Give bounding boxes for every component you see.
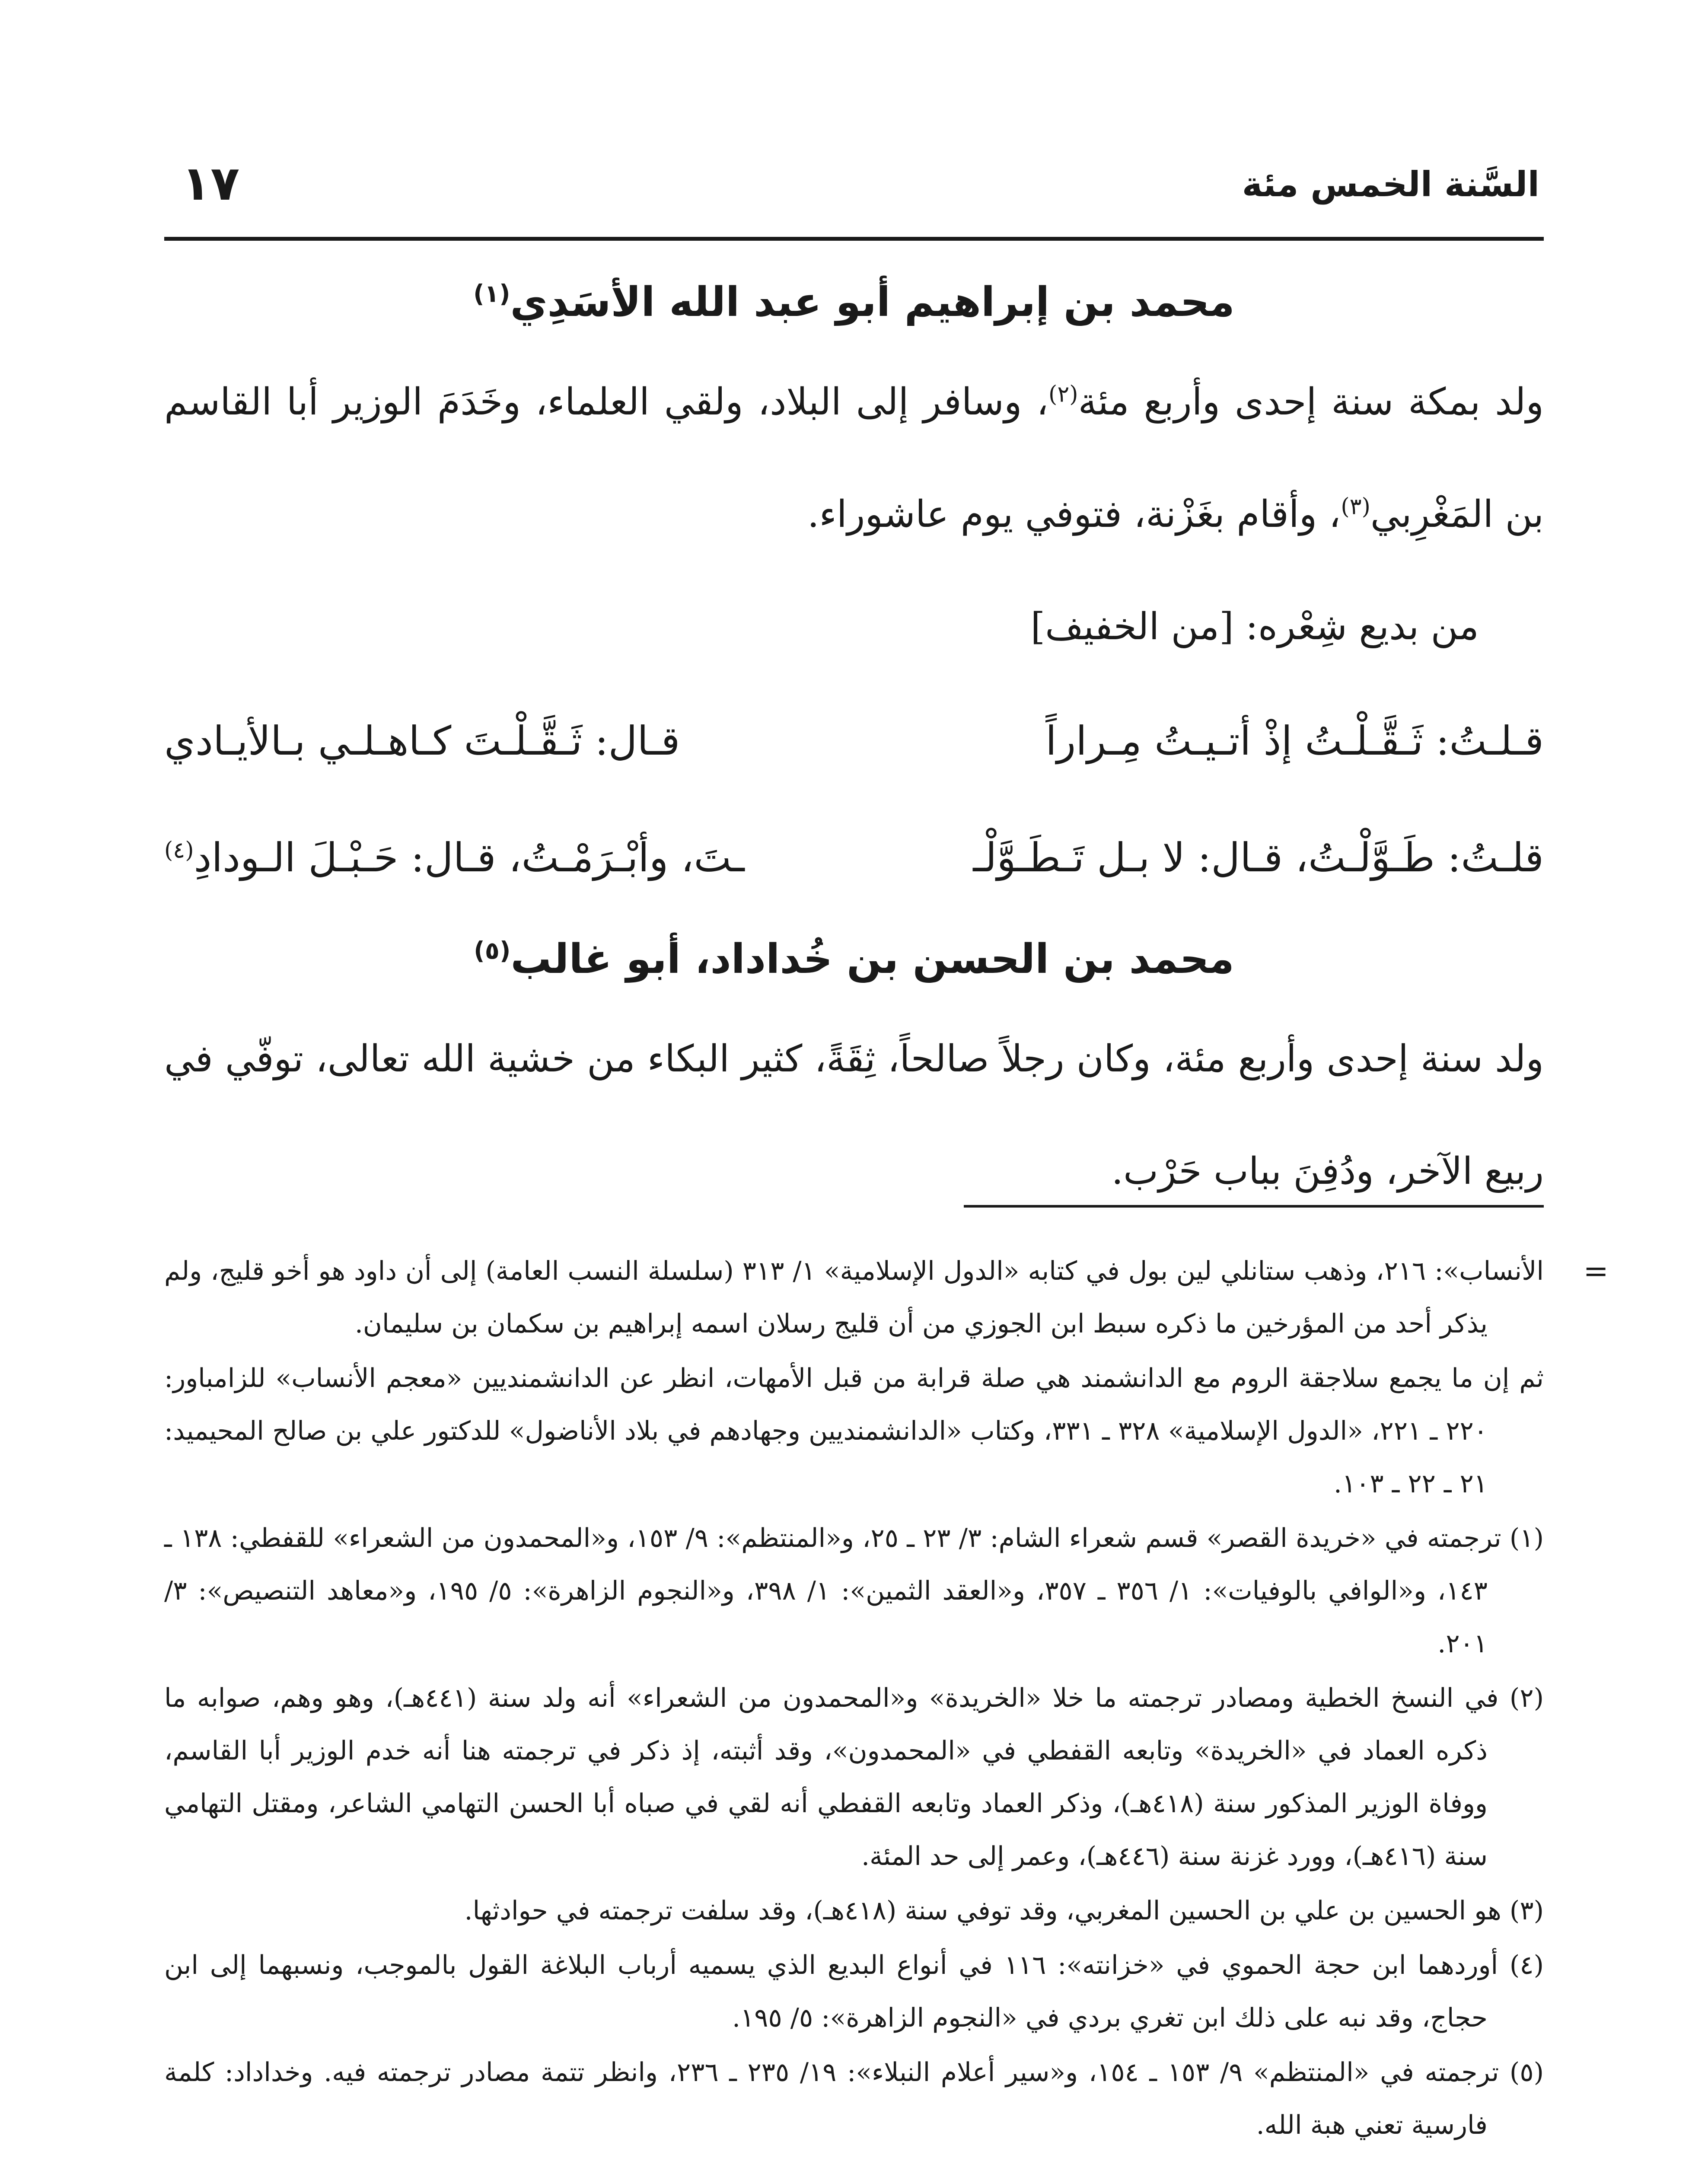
running-title: السَّنة الخمس مئة: [1242, 164, 1539, 204]
entry-paragraph: ولد سنة إحدى وأربع مئة، وكان رجلاً صالحاً، ثِقَةً، كثير البكاء من خشية الله تعالى، توفّي في ربيع الآخر، ودُفِنَ بباب حَرْب.: [164, 1037, 1544, 1193]
footnote-2: (٢) في النسخ الخطية ومصادر ترجمته ما خلا «الخريدة» و«المحمدون من الشعراء» أنه ولد سنة (٤٤١هـ)، وهو وهم، صوابه ما ذكره العماد في «الخريدة» وتابعه القفطي في «المحمدون»، وقد أثبته، إذ ذكر في ترجمته هنا أنه خدم الوزير أبا القاسم، ووفاة الوزير المذكور سنة (٤١٨هـ)، وذكر العماد وتابعه القفطي أنه لقي في صباه أبا الحسن التهامي الشاعر، ومقتل التهامي سنة (٤١٦هـ)، وورد غزنة سنة (٤٤٦هـ)، وعمر إلى حد المئة.: [164, 1683, 1544, 1871]
header-divider: [164, 237, 1544, 241]
para-text: ولد بمكة سنة إحدى وأربع مئة: [1078, 380, 1544, 424]
footnote-4: (٤) أوردهما ابن حجة الحموي في «خزانته»: ١١٦ في أنواع البديع الذي يسميه أرباب البلاغة القول بالموجب، ونسبهما إلى ابن حجاج، وقد نبه على ذلك ابن تغري بردي في «النجوم الزاهرة»: ٥/ ١٩٥.: [164, 1950, 1544, 2033]
footnote-ref: (١): [473, 280, 510, 308]
page-number: ١٧: [182, 156, 240, 211]
footnote-5: (٥) ترجمته في «المنتظم» ٩/ ١٥٣ ـ ١٥٤، و«سير أعلام النبلاء»: ١٩/ ٢٣٥ ـ ٢٣٦، وانظر تتمة مصادر ترجمته فيه. وخداداد: كلمة فارسية تعني هبة الله.: [164, 2057, 1544, 2140]
footnote-ref: (٢): [1048, 381, 1078, 408]
footnote-ref: (٤): [164, 837, 194, 864]
entry-paragraph: [164, 346, 1544, 571]
para-text: ، وأقام بغَزْنة، فتوفي يوم عاشوراء.: [807, 493, 1341, 536]
footnote-1: (١) ترجمته في «خريدة القصر» قسم شعراء الشام: ٣/ ٢٣ ـ ٢٥، و«المنتظم»: ٩/ ١٥٣، و«المحمدون من الشعراء» للقفطي: ١٣٨ ـ ١٤٣، و«الوافي بالوفيات»: ١/ ٣٥٦ ـ ٣٥٧، و«العقد الثمين»: ١/ ٣٩٨، و«النجوم الزاهرة»: ٥/ ١٩٥، و«معاهد التنصيص»: ٣/ ٢٠١.: [164, 1523, 1544, 1659]
verse-second-hemistich: ـتَ، وأبْـرَمْـتُ، قـال: حَـبْـلَ الـودادِ: [194, 835, 745, 881]
verse-second-hemistich: قـال: ثَـقَّـلْـتَ كـاهـلـي بـالأيـادي: [164, 718, 680, 764]
footnote-divider: [964, 1205, 1544, 1208]
verse-first-hemistich: قـلـتُ: ثَـقَّـلْـتُ إذْ أتـيـتُ مِـراراً: [1045, 718, 1544, 764]
footnote-continuation-para: ثم إن ما يجمع سلاجقة الروم مع الدانشمند هي صلة قرابة من قبل الأمهات، انظر عن الدانشمنديين «معجم الأنساب» للزامباور: ٢٢٠ ـ ٢٢١، «الدول الإسلامية» ٣٢٨ ـ ٣٣١، وكتاب «الدانشمنديين وجهادهم في بلاد الأناضول» للدكتور علي بن صالح المحيميد: ٢١ ـ ٢٢ ـ ١٠٣.: [164, 1363, 1544, 1499]
heading-text: محمد بن الحسن بن خُداداد، أبو غالب: [510, 936, 1234, 983]
verse-intro: من بديع شِعْره: [من الخفيف]: [1030, 605, 1479, 648]
entry-1: [164, 259, 1544, 1227]
verse-line: [164, 800, 1544, 916]
entry-heading: [164, 916, 1544, 1003]
footnote-continuation: = الأنساب»: ٢١٦، وذهب ستانلي لين بول في كتابه «الدول الإسلامية» ١/ ٣١٣ (سلسلة النسب العامة) إلى أن داود هو أخو قليج، ولم يذكر أحد من المؤرخين ما ذكره سبط ابن الجوزي من أن قليج رسلان اسمه إبراهيم بن سكمان بن سليمان.: [164, 1253, 1609, 1339]
para-text: ، وسافر إلى البلاد، ولقي العلماء، وخَدَمَ الوزير أبا القاسم بن المَغْرِبي: [164, 380, 1544, 536]
verse-second-hemistich-wrap: [164, 800, 745, 916]
footnote-3: (٣) هو الحسين بن علي بن الحسين المغربي، وقد توفي سنة (٤١٨هـ)، وقد سلفت ترجمته في حوادثها.: [464, 1896, 1544, 1926]
verse-first-hemistich: قلـتُ: طَـوَّلْـتُ، قـال: لا بـل تَـطَـوَّلْـ: [973, 835, 1544, 881]
footnote-text: الأنساب»: ٢١٦، وذهب ستانلي لين بول في كتابه «الدول الإسلامية» ١/ ٣١٣ (سلسلة النسب العامة) إلى أن داود هو أخو قليج، ولم يذكر أحد من المؤرخين ما ذكره سبط ابن الجوزي من أن قليج رسلان اسمه إبراهيم بن سكمان بن سليمان.: [164, 1256, 1544, 1339]
footnote-ref: (٣): [1341, 494, 1370, 520]
heading-text: محمد بن إبراهيم أبو عبد الله الأسَدِي: [510, 279, 1235, 326]
footnote-ref: (٥): [474, 937, 511, 965]
page-header: [164, 156, 1544, 229]
verse-line: [164, 683, 1544, 800]
footnotes: [164, 1245, 1609, 2153]
entry-heading: [164, 259, 1544, 346]
